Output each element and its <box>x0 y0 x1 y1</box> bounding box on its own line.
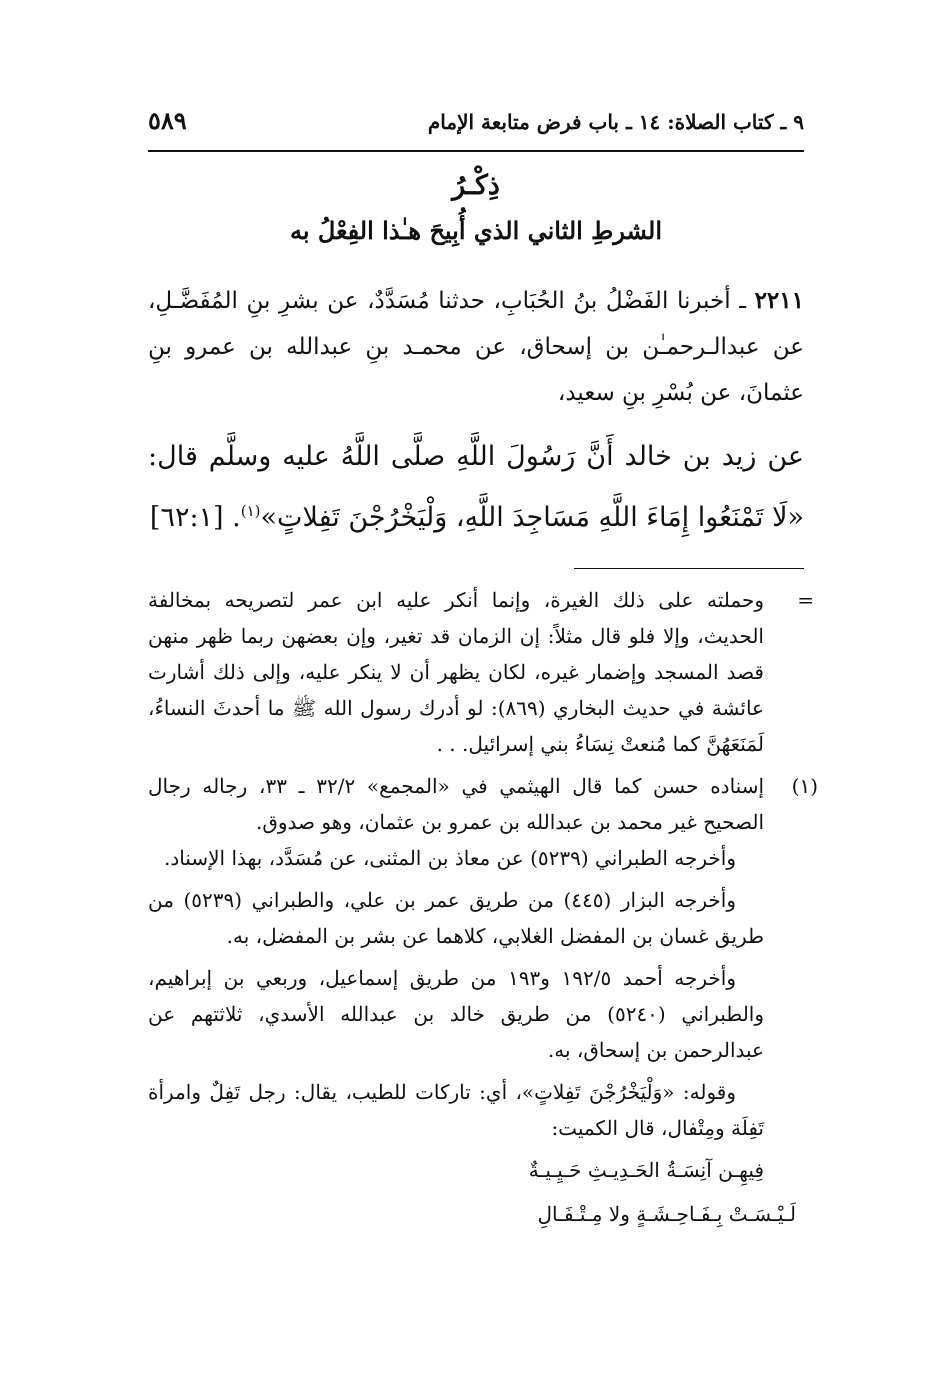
footnote-paragraph: وأخرجه الطبراني (٥٢٣٩) عن معاذ بن المثنى، عن مُسَدَّد، بهذا الإسناد. <box>163 846 736 870</box>
hadith-number: ٢٢١١ <box>754 287 804 314</box>
book-page <box>148 0 818 1375</box>
footnote-1-text: إسناده حسن كما قال الهيثمي في «المجمع» ٣٢/٢ ـ ٣٣، رجاله رجال الصحيح غير محمد بن عبدالله بن عمرو بن عثمان، وهو صدوق. <box>148 774 765 834</box>
section-title: ذِكْـرُ <box>452 170 500 201</box>
header-rule <box>148 150 804 152</box>
poetry-line-1: فِيهِـن آنِسَـةُ الحَـدِيـثِ حَـيِـيـةٌ <box>528 1158 764 1182</box>
footnote-paragraph: وأخرجه أحمد ١٩٢/٥ و١٩٣ من طريق إسماعيل، وربعي بن إبراهيم، والطبراني (٥٢٤٠) من طريق خالد بن عبدالله الأسدي، ثلاثتهم عن عبدالرحمن بن إسحاق، به. <box>148 966 765 1062</box>
footnote-paragraph: وأخرجه البزار (٤٤٥) من طريق عمر بن علي، والطبراني (٥٢٣٩) من طريق غسان بن المفضل الغلابي، كلاهما عن بشر بن المفضل، به. <box>148 888 764 948</box>
page-number: ٥٨٩ <box>148 106 187 135</box>
page-header <box>148 106 804 142</box>
continuation-marker: = <box>797 588 814 612</box>
footnote-paragraph: وقوله: «وَلْيَخْرُجْنَ تَفِلاتٍ»، أي: تاركات للطيب، يقال: رجل تَفِلٌ وامرأة تَفِلَة ومِتْفال، قال الكميت: <box>148 1080 764 1140</box>
footnotes <box>148 582 818 1234</box>
hadith-isnad: ـ أخبرنا الفَضْلُ بنُ الحُبَابِ، حدثنا مُسَدَّدٌ، عن بشرِ بنِ المُفَضَّـلِ، عن عبدالـرحمـٰن بن إسحاق، عن محمـد بنِ عبدالله بن عمرو بنِ عثمانَ، عن بُسْرِ بنِ سعيد، <box>148 288 804 406</box>
footnote-continuation <box>148 582 814 762</box>
footnote-1 <box>148 768 818 840</box>
hadith-body <box>148 278 804 545</box>
hadith-matn-paragraph <box>148 430 804 545</box>
footnote-1-number: (١) <box>791 774 818 798</box>
continuation-text: وحملته على ذلك الغيرة، وإنما أنكر عليه ابن عمر لتصريحه بمخالفة الحديث، وإلا فلو قال مثلاً: إن الزمان قد تغير، وإن بعضهن ربما ظهر منهن قصد المسجد وإضمار غيره، لكان يظهر أن لا ينكر عليه، وإلى ذلك أشارت عائشة في حديث البخاري (٨٦٩): لو أدرك رسول الله ﷺ ما أحدثَ النساءُ، لَمَنَعَهُنَّ كما مُنعتْ نِسَاءُ بني إسرائيل. . . <box>148 588 764 756</box>
footnote-rule <box>574 568 804 569</box>
running-title: ٩ ـ كتاب الصلاة: ١٤ ـ باب فرض متابعة الإمام <box>427 110 804 134</box>
hadith-reference: . [٦٢:١] <box>149 502 241 533</box>
footnote-reference[interactable]: (١) <box>240 502 261 520</box>
hadith-isnad-paragraph <box>148 278 804 416</box>
section-subtitle: الشرطِ الثاني الذي أُبِيحَ هـٰذا الفِعْلُ به <box>290 216 662 245</box>
hadith-matn: عن زيد بن خالد أَنَّ رَسُولَ اللَّهِ صلَّى اللَّهُ عليه وسلَّم قال: «لَا تَمْنَعُوا إِمَاءَ اللَّهِ مَسَاجِدَ اللَّهِ، وَلْيَخْرُجْنَ تَفِلاتٍ» <box>148 441 804 533</box>
poetry-line-2: لَـيْـسَـتْ بِـفَـاحِـشَـةٍ ولا مِـتْـفَـالِ <box>537 1202 796 1226</box>
